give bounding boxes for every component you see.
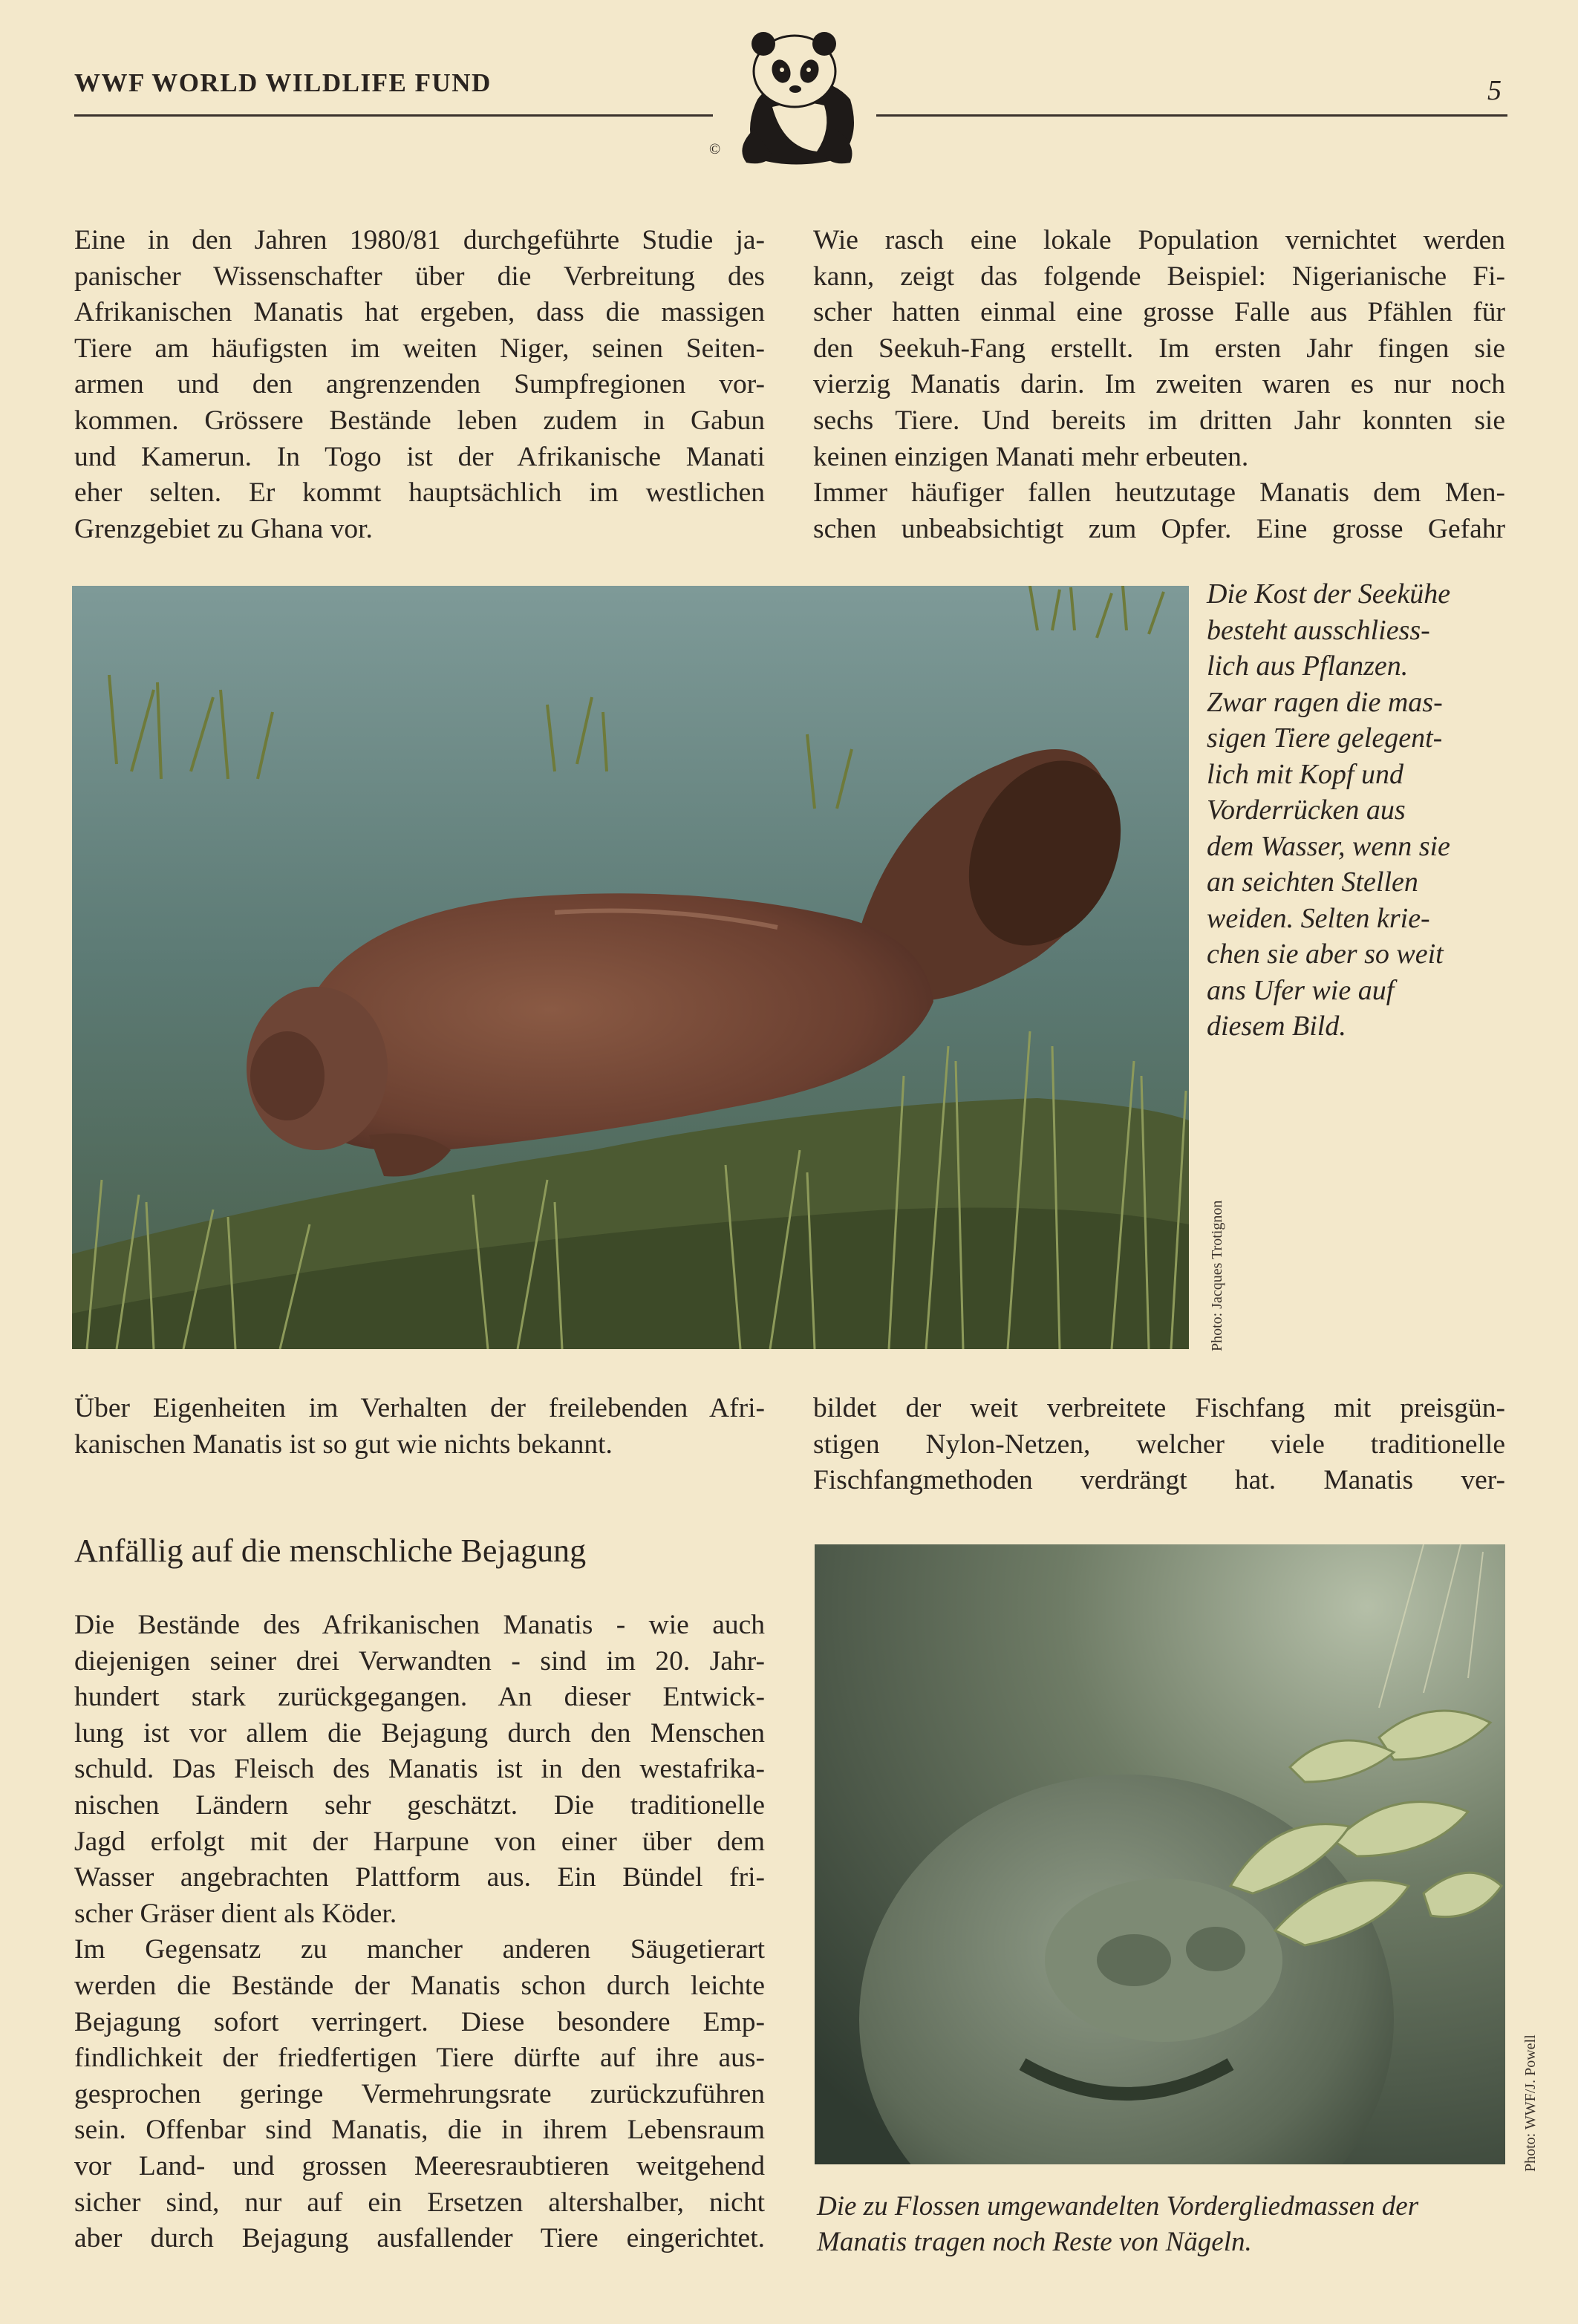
- text-line: schuld. Das Fleisch des Manatis ist in den westafrika-: [74, 1754, 765, 1785]
- text-line: vor Land- und grossen Meeresraubtieren weitgehend: [74, 2150, 765, 2181]
- caption-line: diesem Bild.: [1207, 1011, 1346, 1042]
- paragraph-top-right: [813, 223, 1505, 547]
- manatee-underwater-photo: [815, 1544, 1505, 2164]
- caption-line: besteht ausschliess-: [1207, 614, 1430, 646]
- text-line: schen unbeabsichtigt zum Opfer. Eine grosse Gefahr: [813, 513, 1505, 544]
- caption-line: Manatis tragen noch Reste von Nägeln.: [817, 2227, 1252, 2257]
- text-line: hundert stark zurückgegangen. An dieser Entwick-: [74, 1682, 765, 1713]
- text-line: aber durch Bejagung ausfallender Tiere eingerichtet.: [74, 2223, 765, 2254]
- paragraph-mid-left: [74, 1391, 765, 1463]
- text-line: lung ist vor allem die Bejagung durch den Menschen: [74, 1717, 765, 1749]
- text-line: Immer häufiger fallen heutzutage Manatis dem Men-: [813, 477, 1505, 509]
- photo-credit-1: Photo: Jacques Trotignon: [1209, 1200, 1225, 1351]
- caption-line: lich mit Kopf und: [1207, 758, 1403, 790]
- text-line: Tiere am häufigsten im weiten Niger, seinen Seiten-: [74, 333, 765, 364]
- paragraph-bottom-left: [74, 1607, 765, 2257]
- caption-line: Die zu Flossen umgewandelten Vordergliedmassen der: [817, 2191, 1419, 2222]
- caption-line: dem Wasser, wenn sie: [1207, 830, 1450, 862]
- text-line: Grenzgebiet zu Ghana vor.: [74, 513, 373, 544]
- manatee-shore-photo: [72, 586, 1189, 1349]
- text-line: diejenigen seiner drei Verwandten - sind im 20. Jahr-: [74, 1645, 765, 1677]
- text-line: Die Bestände des Afrikanischen Manatis - wie auch: [74, 1610, 765, 1640]
- caption-line: Zwar ragen die mas-: [1207, 686, 1443, 718]
- text-line: Afrikanischen Manatis hat ergeben, dass die massigen: [74, 297, 765, 328]
- text-line: eher selten. Er kommt hauptsächlich im westlichen: [74, 477, 765, 509]
- page-number: 5: [1487, 75, 1502, 106]
- text-line: findlichkeit der friedfertigen Tiere dürfte auf ihre aus-: [74, 2043, 765, 2074]
- text-line: Über Eigenheiten im Verhalten der freilebenden Afri-: [74, 1393, 765, 1423]
- photo-credit-2: Photo: WWF/J. Powell: [1522, 2034, 1539, 2172]
- text-line: stigen Nylon-Netzen, welcher viele traditionelle: [813, 1429, 1505, 1460]
- text-line: kann, zeigt das folgende Beispiel: Nigerianische Fi-: [813, 261, 1505, 292]
- text-line: werden die Bestände der Manatis schon durch leichte: [74, 1970, 765, 2001]
- paragraph-top-left: [74, 223, 765, 547]
- caption-line: an seichten Stellen: [1207, 866, 1418, 898]
- text-line: kanischen Manatis ist so gut wie nichts bekannt.: [74, 1429, 613, 1460]
- paragraph-mid-right: [813, 1391, 1505, 1499]
- text-line: nischen Ländern sehr geschätzt. Die traditionelle: [74, 1789, 765, 1821]
- text-line: keinen einzigen Manati mehr erbeuten.: [813, 441, 1249, 472]
- text-line: sein. Offenbar sind Manatis, die in ihrem Lebensraum: [74, 2115, 765, 2146]
- text-line: Fischfangmethoden verdrängt hat. Manatis ver-: [813, 1465, 1505, 1496]
- section-heading: Anfällig auf die menschliche Bejagung: [74, 1533, 587, 1569]
- caption-line: sigen Tiere gelegent-: [1207, 722, 1443, 754]
- caption-line: Die Kost der Seekühe: [1207, 578, 1451, 610]
- text-line: sechs Tiere. Und bereits im dritten Jahr konnten sie: [813, 405, 1505, 436]
- text-line: und Kamerun. In Togo ist der Afrikanische Manati: [74, 441, 765, 472]
- photo-caption-2: [817, 2189, 1515, 2260]
- text-line: sicher sind, nur auf ein Ersetzen altershalber, nicht: [74, 2187, 765, 2218]
- caption-line: ans Ufer wie auf: [1207, 974, 1395, 1006]
- text-line: Jagd erfolgt mit der Harpune von einer über dem: [74, 1826, 765, 1857]
- panda-icon: [713, 18, 876, 174]
- text-line: Wie rasch eine lokale Population vernichtet werden: [813, 225, 1505, 255]
- text-line: gesprochen geringe Vermehrungsrate zurückzuführen: [74, 2078, 765, 2109]
- text-line: kommen. Grössere Bestände leben zudem in Gabun: [74, 405, 765, 436]
- text-line: Eine in den Jahren 1980/81 durchgeführte Studie ja-: [74, 225, 765, 255]
- caption-line: chen sie aber so weit: [1207, 939, 1444, 970]
- text-line: den Seekuh-Fang erstellt. Im ersten Jahr fingen sie: [813, 333, 1505, 364]
- text-line: bildet der weit verbreitete Fischfang mit preisgün-: [813, 1393, 1505, 1423]
- text-line: scher Gräser dient als Köder.: [74, 1898, 397, 1929]
- caption-line: weiden. Selten krie-: [1207, 902, 1430, 934]
- text-line: vierzig Manatis darin. Im zweiten waren es nur noch: [813, 369, 1505, 400]
- text-line: scher hatten einmal eine grosse Falle aus Pfählen für: [813, 297, 1505, 328]
- header-title: WWF WORLD WILDLIFE FUND: [74, 68, 492, 97]
- caption-line: lich aus Pflanzen.: [1207, 650, 1409, 682]
- text-line: Wasser angebrachten Plattform aus. Ein Bündel fri-: [74, 1862, 765, 1893]
- text-line: armen und den angrenzenden Sumpfregionen vor-: [74, 369, 765, 400]
- copyright-symbol: ©: [709, 141, 721, 157]
- text-line: Im Gegensatz zu mancher anderen Säugetierart: [74, 1934, 765, 1965]
- caption-line: Vorderrücken aus: [1207, 794, 1406, 826]
- photo-caption-1: [1207, 576, 1519, 1045]
- text-line: panischer Wissenschafter über die Verbreitung des: [74, 261, 765, 292]
- text-line: Bejagung sofort verringert. Diese besondere Emp-: [74, 2006, 765, 2037]
